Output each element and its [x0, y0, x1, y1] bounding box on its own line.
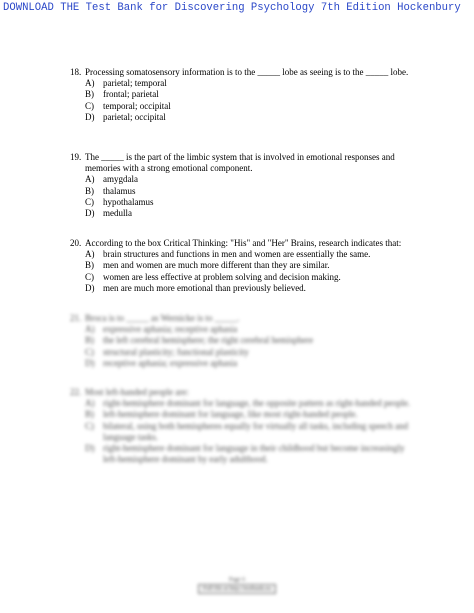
option-letter: D) [85, 282, 95, 293]
option-text: expressive aphasia; receptive aphasia [103, 324, 238, 335]
option-letter: D) [85, 208, 95, 219]
option-d [70, 443, 420, 465]
option-text: amygdala [103, 174, 138, 185]
option-letter: A) [85, 398, 95, 409]
option-text: women are less effective at problem solving and decision making. [103, 271, 341, 282]
option-letter: D) [85, 443, 95, 454]
option-text: the left cerebral hemisphere; the right cerebral hemisphere [103, 335, 314, 346]
question-text: The _____ is the part of the limbic system that is involved in emotional responses and memories with a strong emotional component. [85, 152, 395, 174]
page-footer [0, 576, 474, 594]
option-a [70, 324, 420, 335]
question-number: 20. [70, 238, 82, 248]
option-text: temporal; occipital [103, 100, 171, 111]
question-number: 22. [70, 387, 82, 397]
option-c [70, 101, 420, 112]
question-22-blurred [70, 387, 420, 465]
option-text: left-hemisphere dominant for language, like most right-handed people. [103, 409, 358, 420]
option-letter: B) [85, 335, 94, 346]
option-letter: D) [85, 111, 95, 122]
option-a [70, 174, 420, 185]
option-c [70, 272, 420, 283]
option-d [70, 112, 420, 123]
question-stem [70, 387, 420, 398]
option-text: bilateral, using both hemispheres equally for virtually all tasks, including speech and language tasks. [103, 420, 409, 442]
option-b [70, 186, 420, 197]
option-text: receptive aphasia; expressive aphasia [103, 357, 238, 368]
option-text: parietal; occipital [103, 111, 166, 122]
option-letter: D) [85, 357, 95, 368]
option-letter: C) [85, 271, 94, 282]
option-text: parietal; temporal [103, 78, 167, 89]
option-text: thalamus [103, 185, 136, 196]
option-text: men and women are much more different than they are similar. [103, 260, 330, 271]
option-letter: A) [85, 249, 95, 260]
option-letter: A) [85, 174, 95, 185]
option-letter: C) [85, 346, 94, 357]
question-19 [70, 152, 420, 219]
option-text: hypothalamus [103, 196, 154, 207]
question-number: 19. [70, 152, 82, 162]
question-stem [70, 313, 420, 324]
question-stem [70, 152, 420, 174]
question-number: 21. [70, 313, 82, 323]
option-d [70, 358, 420, 369]
option-d [70, 208, 420, 219]
question-18 [70, 67, 420, 123]
option-letter: B) [85, 185, 94, 196]
option-text: brain structures and functions in men and women are essentially the same. [103, 249, 371, 260]
footer-link-box[interactable]: Full file at http://testbank.eu [198, 584, 276, 594]
option-letter: B) [85, 260, 94, 271]
option-a [70, 249, 420, 260]
option-letter: C) [85, 196, 94, 207]
option-b [70, 260, 420, 271]
option-letter: C) [85, 100, 94, 111]
question-text: Processing somatosensory information is to the _____ lobe as seeing is to the _____ lobe. [85, 67, 409, 77]
question-text: According to the box Critical Thinking: "His" and "Her" Brains, research indicates that: [85, 238, 402, 248]
option-text: medulla [103, 208, 132, 219]
option-text: men are much more emotional than previously believed. [103, 282, 306, 293]
option-d [70, 283, 420, 294]
option-text: structural plasticity; functional plasticity [103, 346, 249, 357]
question-text: Broca is to _____ as Wernicke is to _____. [85, 313, 240, 323]
option-a [70, 398, 420, 409]
option-c [70, 347, 420, 358]
option-text: right-hemisphere dominant for language in their childhood but become increasingly left-hemisphere dominant by early adulthood. [103, 443, 405, 465]
option-c [70, 421, 420, 443]
option-letter: B) [85, 409, 94, 420]
question-21-blurred [70, 313, 420, 369]
option-letter: A) [85, 324, 95, 335]
option-b [70, 335, 420, 346]
option-letter: C) [85, 420, 94, 431]
question-stem [70, 238, 420, 249]
question-text: Most left-handed people are: [85, 387, 189, 397]
download-banner[interactable]: DOWNLOAD THE Test Bank for Discovering Psychology 7th Edition Hockenbury [3, 2, 461, 14]
question-number: 18. [70, 67, 82, 77]
option-letter: A) [85, 78, 95, 89]
option-text: right-hemisphere dominant for language, the opposite pattern as right-handed people. [103, 398, 411, 409]
option-letter: B) [85, 89, 94, 100]
page-number: Page 6 [228, 577, 246, 583]
question-20 [70, 238, 420, 294]
option-text: frontal; parietal [103, 89, 159, 100]
option-c [70, 197, 420, 208]
option-b [70, 89, 420, 100]
question-stem [70, 67, 420, 78]
option-a [70, 78, 420, 89]
option-b [70, 409, 420, 420]
